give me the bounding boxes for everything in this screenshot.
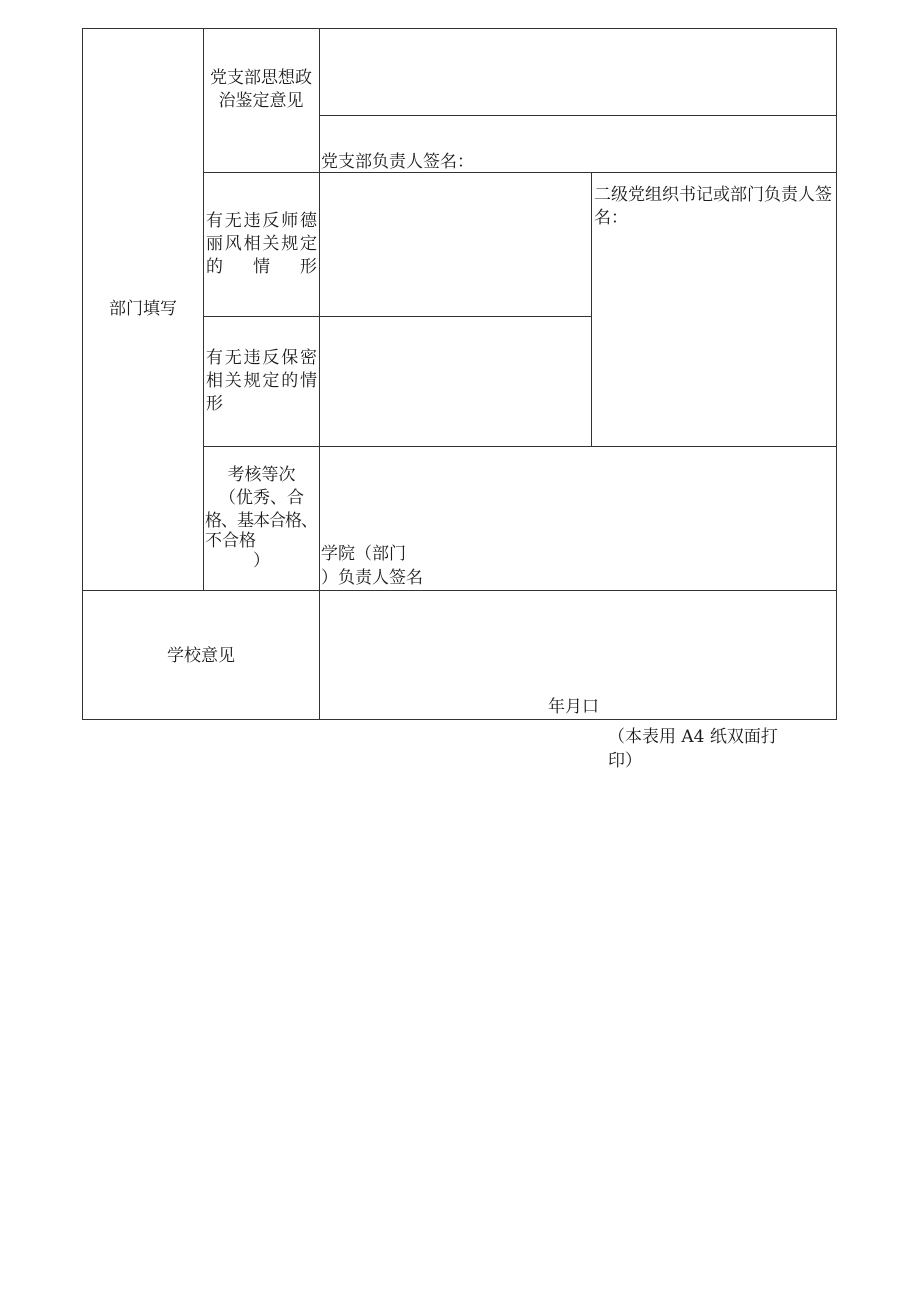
print-note-line-2: 印） [608, 751, 642, 771]
party-branch-signature-label: 党支部负责人签名： [321, 152, 474, 172]
table-border-bottom [82, 719, 837, 720]
assessment-grade-line-1: 考核等次 [227, 465, 296, 485]
divider-label-column [319, 28, 320, 720]
divider-dept-column [203, 28, 204, 590]
assessment-grade-line-5: ） [253, 551, 270, 571]
assessment-grade-line-2: （优秀、合 [219, 488, 304, 508]
table-border-left [82, 28, 83, 720]
secretary-signature-label: 二级党组织书记或部门负责人签名： [594, 185, 832, 228]
college-signature-line-2: ）负责人签名 [321, 568, 423, 588]
assessment-grade-line-3: 格、基本合格、 [205, 511, 317, 531]
divider-row-school [82, 590, 837, 591]
table-border-top [82, 28, 837, 29]
college-signature-line-1: 学院（部门 [321, 544, 406, 564]
divider-opinion-signature [319, 115, 837, 116]
divider-row-ethics [203, 316, 592, 317]
school-opinion-label: 学校意见 [167, 646, 235, 666]
divider-row-secrecy [203, 446, 837, 447]
table-border-right [836, 28, 837, 720]
print-note-line-1: （本表用 A4 纸双面打 [608, 727, 778, 747]
ethics-violation-label: 有无违反师德丽风相关规定的情形 [206, 211, 317, 277]
party-branch-opinion-label: 党支部思想政治鉴定意见 [210, 68, 312, 111]
date-label: 年月口 [548, 697, 599, 717]
assessment-grade-line-4: 不合格 [205, 531, 256, 551]
divider-secretary-column [591, 172, 592, 446]
secrecy-violation-label: 有无违反保密相关规定的情形 [206, 348, 317, 414]
dept-fill-label: 部门填写 [109, 299, 177, 319]
